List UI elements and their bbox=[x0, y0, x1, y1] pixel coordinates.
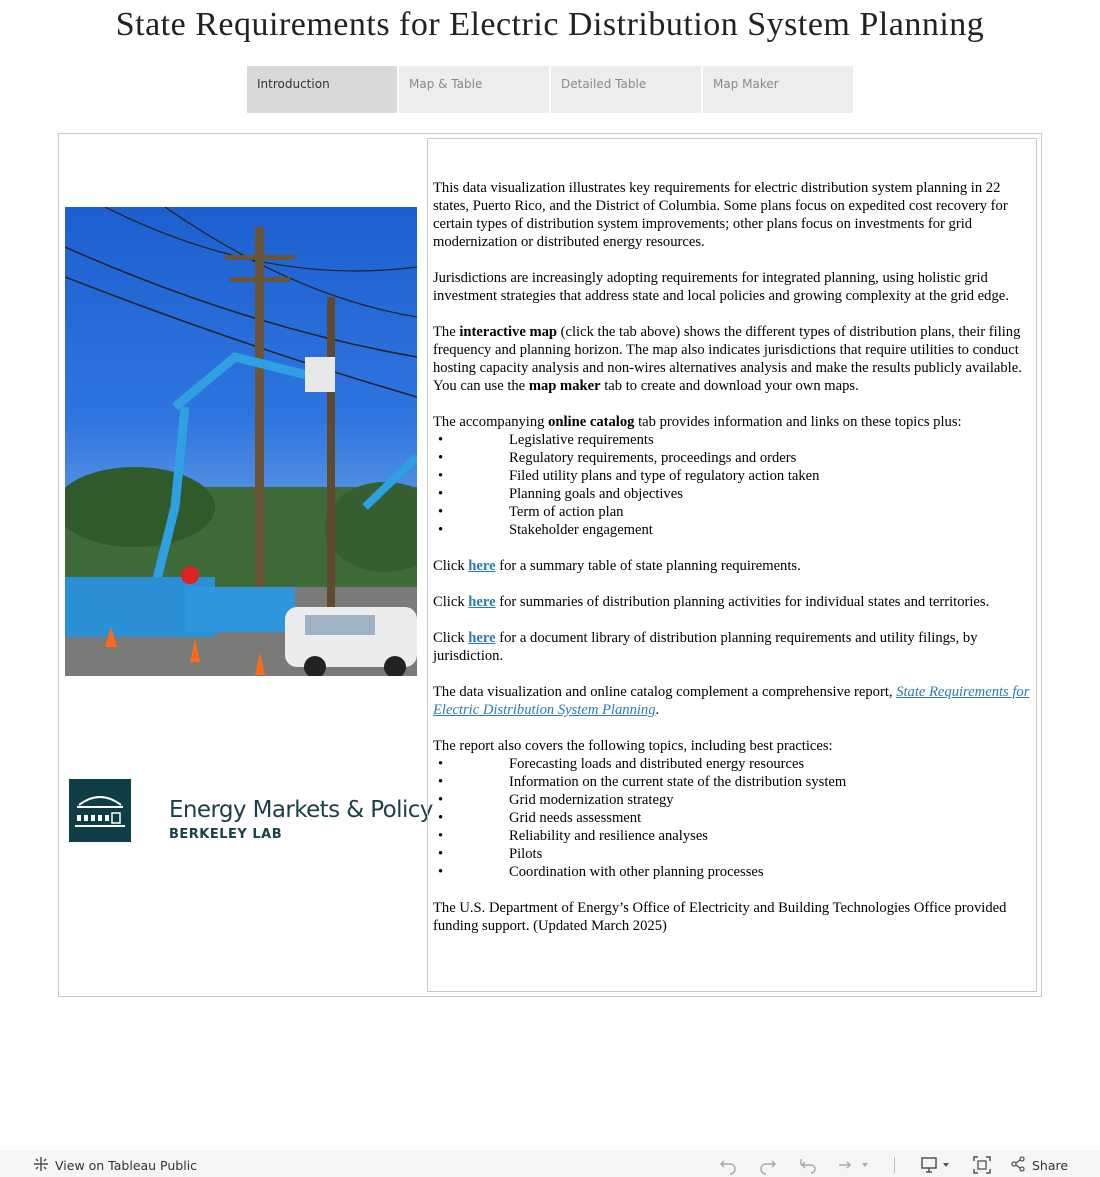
tableau-logo-icon bbox=[33, 1156, 49, 1175]
interactive-map-text: interactive map bbox=[459, 324, 558, 340]
tab-introduction[interactable]: Introduction bbox=[247, 66, 397, 113]
tab-map-maker[interactable]: Map Maker bbox=[703, 66, 853, 113]
map-maker-text: map maker bbox=[528, 378, 601, 394]
redo-icon[interactable] bbox=[758, 1155, 778, 1175]
state-summaries-link[interactable]: here bbox=[468, 594, 496, 610]
online-catalog-paragraph: The accompanying online catalog tab provides information and links on these topics plus: bbox=[433, 414, 962, 430]
dashboard-tabs bbox=[247, 66, 853, 113]
document-library-paragraph: Click here for a document library of distribution planning requirements and utility filings, by jurisdiction. bbox=[433, 630, 978, 664]
logo-subtitle: BERKELEY LAB bbox=[169, 827, 283, 842]
toolbar-divider bbox=[894, 1157, 896, 1173]
view-on-tableau-label: View on Tableau Public bbox=[55, 1158, 198, 1173]
list-item: • Forecasting loads and distributed energy resources bbox=[433, 755, 1031, 773]
document-library-link[interactable]: here bbox=[468, 630, 496, 646]
catalog-topics-list bbox=[433, 431, 1031, 539]
list-item: • Stakeholder engagement bbox=[433, 521, 1031, 539]
report-topics-intro: The report also covers the following topics, including best practices: bbox=[433, 738, 833, 754]
share-label: Share bbox=[1032, 1158, 1069, 1173]
revert-icon[interactable] bbox=[798, 1155, 818, 1175]
tableau-toolbar bbox=[0, 1150, 1100, 1177]
integrated-planning-paragraph: Jurisdictions are increasingly adopting requirements for integrated planning, using holistic grid investment strategies that address state and local policies and growing complexity at the grid edge. bbox=[433, 270, 1009, 304]
report-paragraph: The data visualization and online catalog complement a comprehensive report, State Requirements for Electric Distribution System Planning. bbox=[433, 684, 1030, 718]
list-item: • Coordination with other planning processes bbox=[433, 863, 1031, 881]
share-icon bbox=[1010, 1156, 1026, 1175]
logo-title: Energy Markets & Policy bbox=[169, 797, 433, 823]
list-item: • Reliability and resilience analyses bbox=[433, 827, 1031, 845]
building-logo-icon bbox=[69, 779, 131, 842]
intro-paragraph: This data visualization illustrates key requirements for electric distribution system planning in 22 states, Puerto Rico, and the District of Columbia. Some plans focus on expedited cost recovery for certain types of distribution system improvements; other plans focus on investments for grid modernization or distributed energy resources. bbox=[433, 180, 1008, 250]
list-item: • Term of action plan bbox=[433, 503, 1031, 521]
list-item: • Grid needs assessment bbox=[433, 809, 1031, 827]
report-link[interactable]: State Requirements for Electric Distribution System Planning bbox=[433, 684, 1030, 718]
summary-table-paragraph: Click here for a summary table of state planning requirements. bbox=[433, 558, 801, 574]
view-on-tableau-button[interactable] bbox=[33, 1156, 197, 1175]
list-item: • Planning goals and objectives bbox=[433, 485, 1031, 503]
tab-detailed-table[interactable]: Detailed Table bbox=[551, 66, 701, 113]
report-topics-list bbox=[433, 755, 1031, 881]
intro-text bbox=[433, 179, 1031, 953]
list-item: • Grid modernization strategy bbox=[433, 791, 1031, 809]
online-catalog-text: online catalog bbox=[548, 414, 635, 430]
list-item: • Filed utility plans and type of regulatory action taken bbox=[433, 467, 1031, 485]
page-title: State Requirements for Electric Distribution System Planning bbox=[115, 6, 985, 43]
berkeley-lab-logo bbox=[69, 779, 433, 842]
funding-paragraph: The U.S. Department of Energy’s Office of Electricity and Building Technologies Office provided funding support. (Updated March 2025) bbox=[433, 900, 1007, 934]
fullscreen-icon[interactable] bbox=[972, 1155, 992, 1175]
refresh-dropdown-icon[interactable] bbox=[836, 1155, 870, 1175]
download-dropdown-icon[interactable] bbox=[920, 1155, 954, 1175]
list-item: • Pilots bbox=[433, 845, 1031, 863]
undo-icon[interactable] bbox=[718, 1155, 738, 1175]
list-item: • Information on the current state of the distribution system bbox=[433, 773, 1031, 791]
list-item: • Legislative requirements bbox=[433, 431, 1031, 449]
utility-workers-photo bbox=[65, 207, 417, 676]
list-item: • Regulatory requirements, proceedings and orders bbox=[433, 449, 1031, 467]
photo-illustration bbox=[65, 207, 417, 676]
interactive-map-paragraph: The interactive map (click the tab above) shows the different types of distribution plans, their filing frequency and planning horizon. The map also indicates jurisdictions that require utilities to conduct hosting capacity analysis and non-wires alternatives analysis and make the results publicly available. You can use the map maker tab to create and download your own maps. bbox=[433, 324, 1022, 394]
share-button[interactable] bbox=[1010, 1156, 1068, 1175]
state-summaries-paragraph: Click here for summaries of distribution planning activities for individual states and territories. bbox=[433, 594, 990, 610]
summary-table-link[interactable]: here bbox=[468, 558, 496, 574]
tab-map-table[interactable]: Map & Table bbox=[399, 66, 549, 113]
